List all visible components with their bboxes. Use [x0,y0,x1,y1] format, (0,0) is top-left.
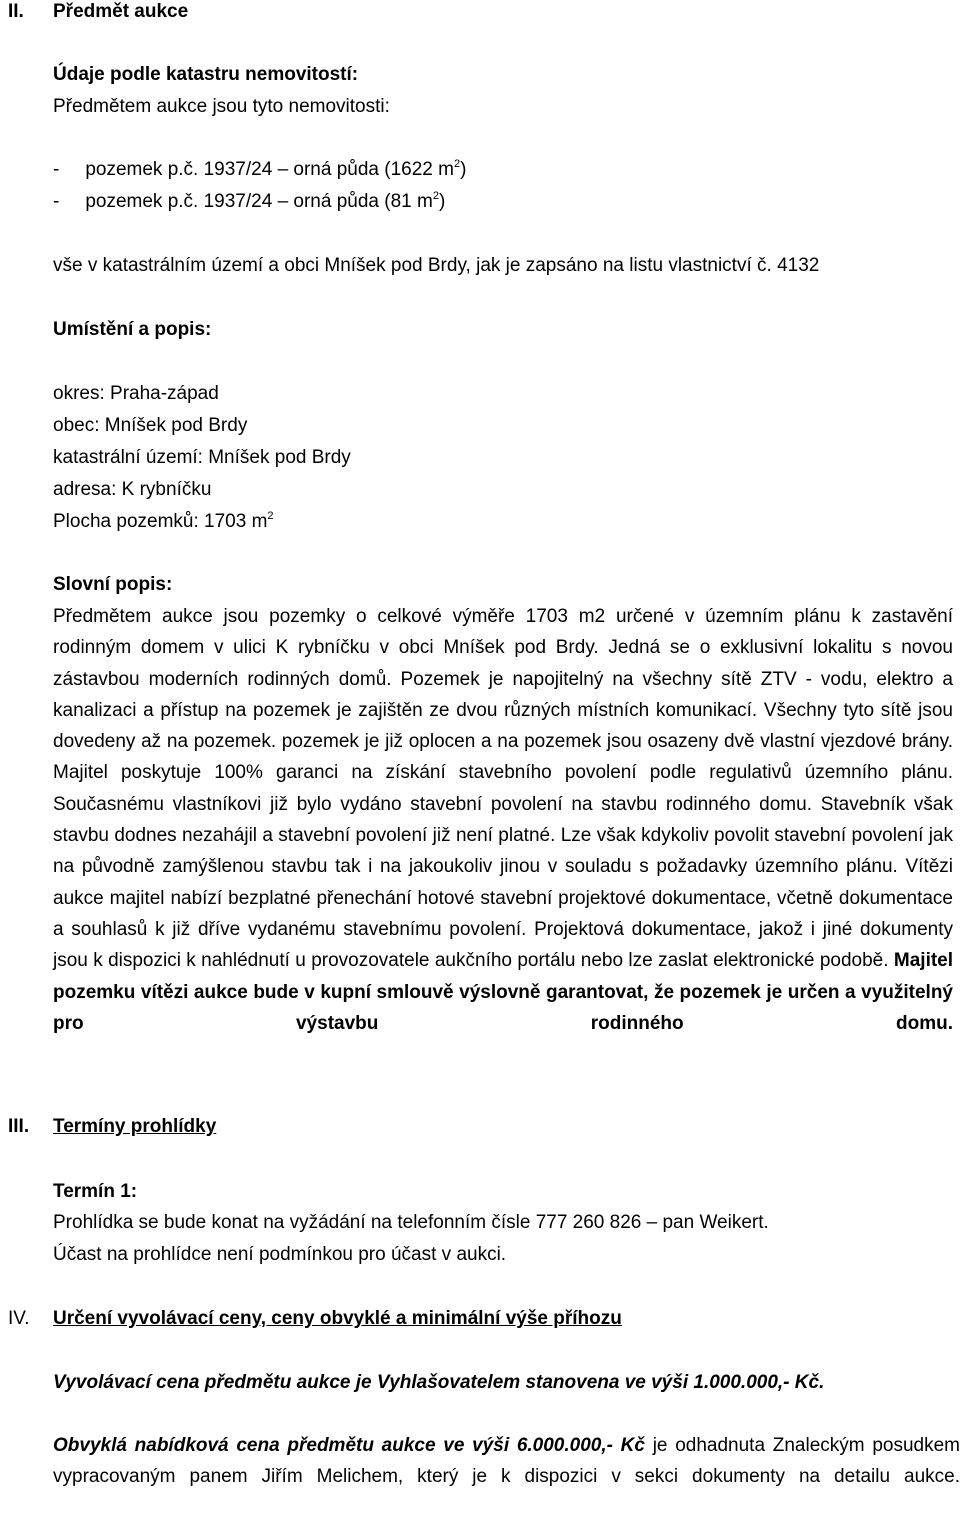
location-cadastral-area: katastrální území: Mníšek pod Brdy [53,447,351,468]
superscript: 2 [432,190,439,202]
area-text: Plocha pozemků: 1703 m [53,511,268,532]
viewing-term-label: Termín 1: [53,1181,138,1202]
section-3-title: Termíny prohlídky [53,1116,217,1137]
usual-price-rest: je odhadnuta Znaleckým posudkem vypracovaným panem Jiřím Melichem, který je k dispozici v sekci dokumenty na detailu aukce. [53,1435,960,1488]
parcel-text: pozemek p.č. 1937/24 – orná půda (81 m [85,191,433,212]
usual-price-bold: Obvyklá nabídková cena předmětu aukce ve výši 6.000.000,- Kč [53,1435,645,1456]
cadastre-heading: Údaje podle katastru nemovitostí: [53,64,359,85]
parcel-dash: - [53,159,60,180]
viewing-term-line-1: Prohlídka se bude konat na vyžádání na telefonním čísle 777 260 826 – pan Weikert. [53,1212,769,1233]
registry-note: vše v katastrálním území a obci Mníšek pod Brdy, jak je zapsáno na listu vlastnictví č. 4132 [53,255,820,276]
superscript: 2 [453,158,461,170]
cadastre-intro: Předmětem aukce jsou tyto nemovitosti: [53,96,390,117]
usual-price-paragraph [53,1430,960,1524]
description-paragraph [53,601,953,1070]
parcel-text: pozemek p.č. 1937/24 – orná půda (1622 m [85,159,454,180]
superscript: 2 [267,510,274,522]
parcel-suffix: ) [438,191,446,212]
section-4-number: IV. [8,1308,30,1329]
location-address: adresa: K rybníčku [53,479,212,500]
description-guarantee: Majitel pozemku vítězi aukce bude v kupní smlouvě výslovně garantovat, že pozemek je určen a využitelný pro výstavbu rodinného domu. [53,950,954,1034]
location-heading: Umístění a popis: [53,319,212,340]
parcel-item-2 [53,190,445,216]
section-3-number: III. [8,1116,30,1137]
section-2-title: Předmět aukce [53,1,189,22]
location-district: okres: Praha-západ [53,383,219,404]
parcel-item-1 [53,158,466,184]
description-heading: Slovní popis: [53,574,173,595]
section-4-title: Určení vyvolávací ceny, ceny obvyklé a minimální výše příhozu [53,1308,622,1329]
viewing-term-line-2: Účast na prohlídce není podmínkou pro účast v aukci. [53,1244,507,1265]
location-area [53,510,274,536]
section-2-number: II. [8,1,24,22]
starting-price: Vyvolávací cena předmětu aukce je Vyhlašovatelem stanovena ve výši 1.000.000,- Kč. [53,1372,825,1393]
location-municipality: obec: Mníšek pod Brdy [53,415,248,436]
description-text: Předmětem aukce jsou pozemky o celkové výměře 1703 m2 určené v územním plánu k zastavění rodinným domem v ulici K rybníčku v obci Mníšek pod Brdy. Jedná se o exklusivní lokalitu s novou zástavbou moderních rodinných domů. Pozemek je napojitelný na všechny sítě ZTV - vodu, elektro a kanalizaci a přístup na pozemek je zajištěn ze dvou různých místních komunikací. Všechny tyto sítě jsou dovedeny až na pozemek. pozemek je již oplocen a na pozemek jsou osazeny dvě vlastní vjezdové brány. Majitel poskytuje 100% garanci na získání stavebního povolení podle regulativů územního plánu. Současnému vlastníkovi již bylo vydáno stavební povolení na stavbu rodinného domu. Stavebník však stavbu dodnes nezahájil a stavební povolení již není platné. Lze však kdykoliv povolit stavební povolení jak na původně zamýšlenou stavbu tak i na jakoukoliv jinou v souladu s požadavky územního plánu. Vítězi aukce majitel nabízí bezplatné přenechání hotové stavební projektové dokumentace, včetně dokumentace a souhlasů k již dříve vydanému stavebnímu povolení. Projektová dokumentace, jakož i jiné dokumenty jsou k dispozici k nahlédnutí u provozovatele aukčního portálu nebo lze zaslat elektronické podobě. [53,606,953,972]
parcel-suffix: ) [460,159,467,180]
parcel-dash: - [53,191,60,212]
